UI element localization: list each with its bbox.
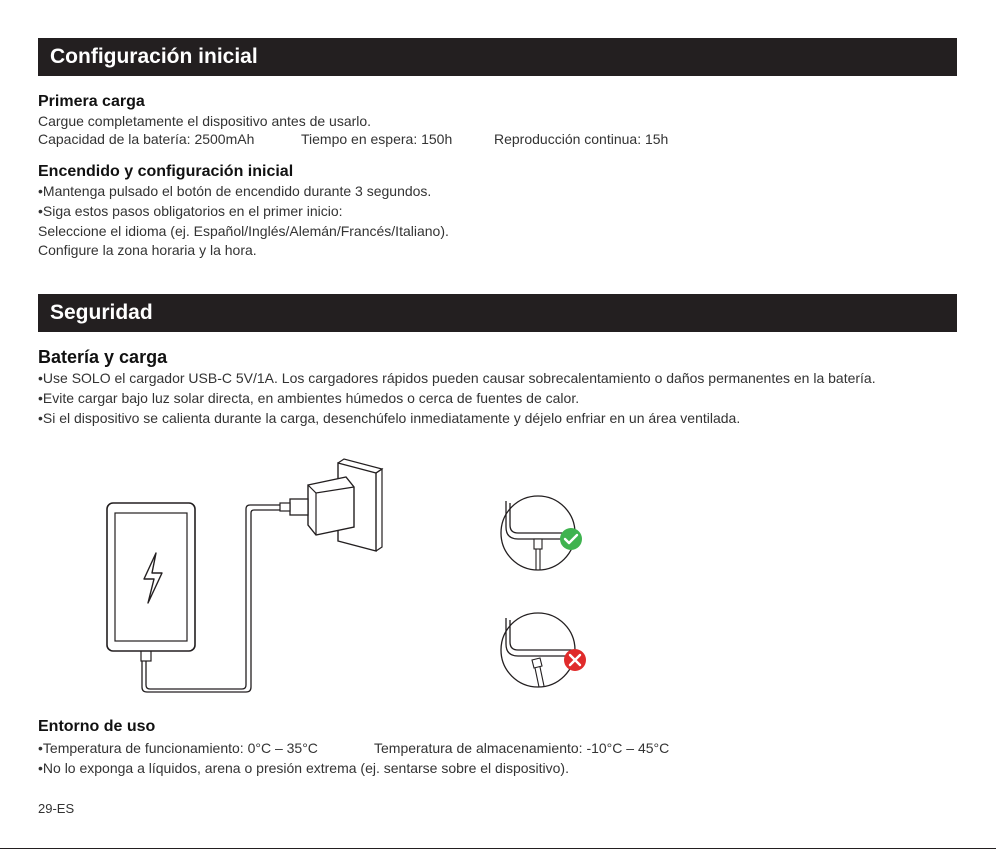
specs-line [38,131,668,147]
text-line: •Mantenga pulsado el botón de encendido durante 3 segundos. [38,183,432,199]
charging-illustration [100,455,400,695]
temperature-line [38,740,669,756]
text-line: •Evite cargar bajo luz solar directa, en ambientes húmedos o cerca de fuentes de calor. [38,390,580,406]
incorrect-connection-illustration [498,610,588,690]
text-line: Configure la zona horaria y la hora. [38,242,257,258]
section-title: Configuración inicial [50,45,258,68]
heading-entorno: Entorno de uso [38,718,156,735]
spec-reproduccion: Reproducción continua: 15h [494,131,669,147]
section-header-seguridad [38,294,957,332]
text-line: Cargue completamente el dispositivo antes de usarlo. [38,113,372,129]
temp-almacenamiento: Temperatura de almacenamiento: -10°C – 45°C [374,740,670,756]
text-line: •No lo exponga a líquidos, arena o presión extrema (ej. sentarse sobre el dispositivo). [38,760,569,776]
section-title: Seguridad [50,301,153,324]
heading-bateria: Batería y carga [38,347,168,367]
heading-encendido: Encendido y configuración inicial [38,163,294,180]
temp-funcionamiento: •Temperatura de funcionamiento: 0°C – 35°C [38,740,318,756]
text-line: •Siga estos pasos obligatorios en el primer inicio: [38,203,343,219]
page-number: 29-ES [38,801,75,816]
spec-capacidad: Capacidad de la batería: 2500mAh [38,131,255,147]
cross-icon [564,649,586,671]
check-icon [560,528,582,550]
text-line: •Si el dispositivo se calienta durante la carga, desenchúfelo inmediatamente y déjelo enfriar en un área ventilada. [38,410,741,426]
correct-connection-illustration [498,495,588,575]
spec-espera: Tiempo en espera: 150h [301,131,453,147]
text-line: •Use SOLO el cargador USB-C 5V/1A. Los cargadores rápidos pueden causar sobrecalentamiento o daños permanentes en la batería. [38,370,876,386]
heading-primera-carga: Primera carga [38,93,145,110]
footer-rule [0,848,996,849]
text-line: Seleccione el idioma (ej. Español/Inglés/Alemán/Francés/Italiano). [38,223,449,239]
section-header-configuracion [38,38,957,76]
